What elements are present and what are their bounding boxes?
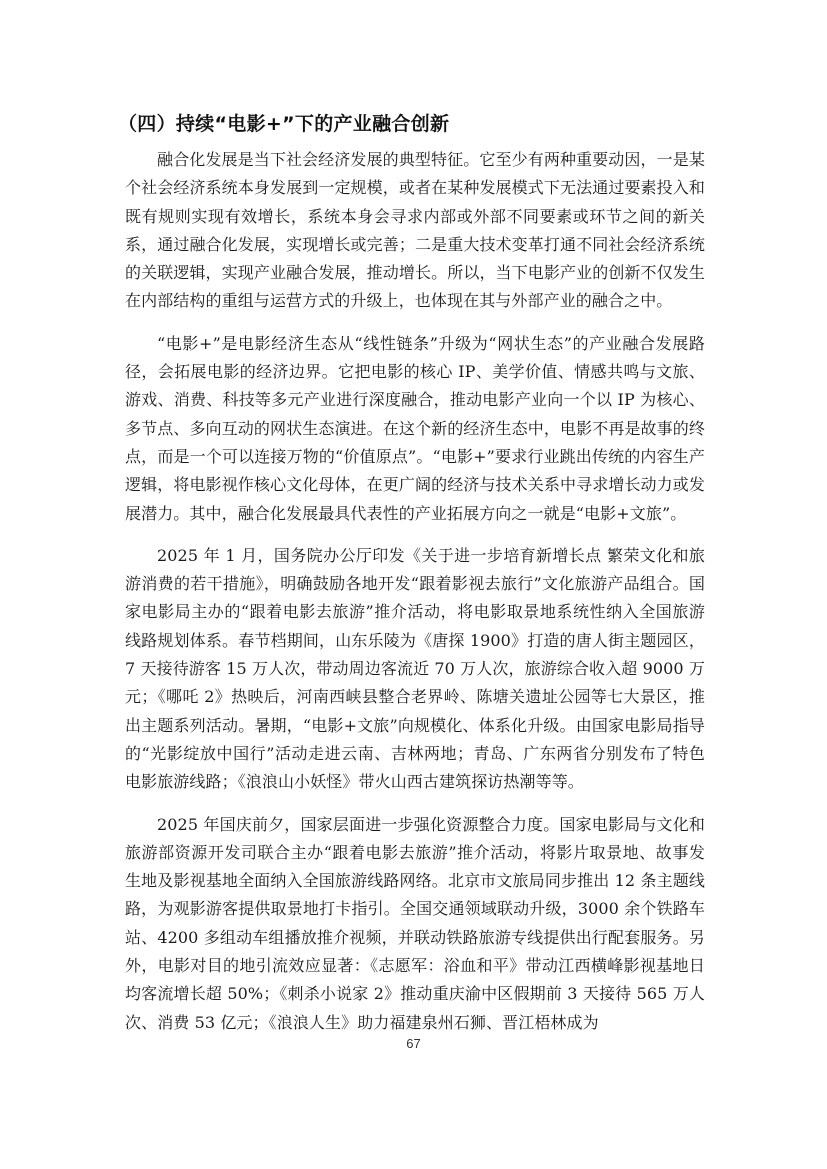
paragraph-1: 融合化发展是当下社会经济发展的典型特征。它至少有两种重要动因，一是某个社会经济系统本身发展到一定规模，或者在某种发展模式下无法通过要素投入和既有规则实现有效增长，系统本身会寻求内部或外部不同要素或环节之间的新关系，通过融合化发展，实现增长或完善；二是重大技术变革打通不同社会经济系统的关联逻辑，实现产业融合发展，推动增长。所以，当下电影产业的创新不仅发生在内部结构的重组与运营方式的升级上，也体现在其与外部产业的融合之中。 (125, 150, 705, 311)
paragraph-4: 2025 年国庆前夕，国家层面进一步强化资源整合力度。国家电影局与文化和旅游部资源开发司联合主办“跟着电影去旅游”推介活动，将影片取景地、故事发生地及影视基地全面纳入全国旅游线路网络。北京市文旅局同步推出 12 条主题线路，为观影游客提供取景地打卡指引。全国交通领域联动升级，3000 余个铁路车站、4200 多组动车组播放推介视频，并联动铁路旅游专线提供出行配套服务。另外，电影对目的地引流效应显著：《志愿军：浴血和平》带动江西横峰影视基地日均客流增长超 50%；《刺杀小说家 2》推动重庆渝中区假期前 3 天接待 565 万人次、消费 53 亿元；《浪浪人生》助力福建泉州石狮、晋江梧林成为 (125, 814, 705, 1032)
section-heading: （四）持续“电影+”下的产业融合创新 (118, 113, 450, 135)
paragraph-3: 2025 年 1 月，国务院办公厅印发《关于进一步培育新增长点 繁荣文化和旅游消费的若干措施》，明确鼓励各地开发“跟着影视去旅行”文化旅游产品组合。国家电影局主办的“跟着电影去旅游”推介活动，将电影取景地系统性纳入全国旅游线路规划体系。春节档期间，山东乐陵为《唐探 1900》打造的唐人街主题园区，7 天接待游客 15 万人次，带动周边客流近 70 万人次，旅游综合收入超 9000 万元；《哪吒 2》热映后，河南西峡县整合老界岭、陈塘关遗址公园等七大景区，推出主题系列活动。暑期，“电影+文旅”向规模化、体系化升级。由国家电影局指导的“光影绽放中国行”活动走进云南、吉林两地；青岛、广东两省分别发布了特色电影旅游线路；《浪浪山小妖怪》带火山西古建筑探访热潮等等。 (125, 545, 705, 792)
paragraph-2: “电影+”是电影经济生态从“线性链条”升级为“网状生态”的产业融合发展路径，会拓展电影的经济边界。它把电影的核心 IP、美学价值、情感共鸣与文旅、游戏、消费、科技等多元产业进行深度融合，推动电影产业向一个以 IP 为核心、多节点、多向互动的网状生态演进。在这个新的经济生态中，电影不再是故事的终点，而是一个可以连接万物的“价值原点”。“电影+”要求行业跳出传统的内容生产逻辑，将电影视作核心文化母体，在更广阔的经济与技术关系中寻求增长动力或发展潜力。其中，融合化发展最具代表性的产业拓展方向之一就是“电影+文旅”。 (125, 333, 705, 523)
page-number: 67 (406, 1036, 421, 1051)
body-text (125, 146, 705, 1051)
